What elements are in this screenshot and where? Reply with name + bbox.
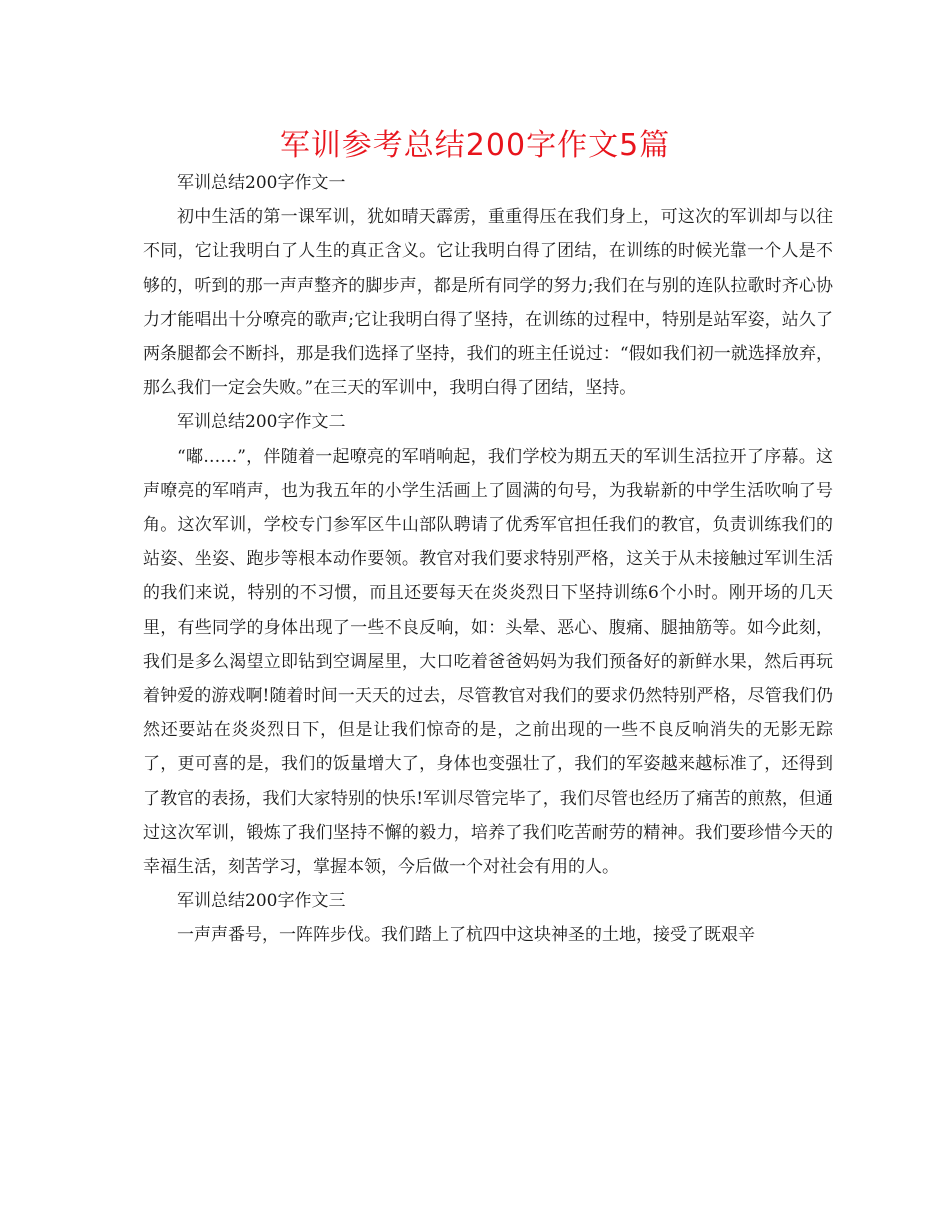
paragraph-1: 初中生活的第一课军训，犹如晴天霹雳，重重得压在我们身上，可这次的军训却与以往不同，它让我明白了人生的真正含义。它让我明白得了团结，在训练的时候光靠一个人是不够的，听到的那一声声整齐的脚步声，都是所有同学的努力;我们在与别的连队拉歌时齐心协力才能唱出十分嘹亮的歌声;它让我明白得了坚持，在训练的过程中，特别是站军姿，站久了两条腿都会不断抖，那是我们选择了坚持，我们的班主任说过：“假如我们初一就选择放弃，那么我们一定会失败。”在三天的军训中，我明白得了团结，坚持。: [143, 207, 833, 399]
section-heading-2: 军训总结200字作文二: [177, 412, 346, 433]
document-title: 军训参考总结200字作文5篇: [279, 128, 671, 163]
paragraph-3: 一声声番号，一阵阵步伐。我们踏上了杭四中这块神圣的土地，接受了既艰辛: [177, 925, 755, 946]
paragraph-2: “嘟……”，伴随着一起嘹亮的军哨响起，我们学校为期五天的军训生活拉开了序幕。这声嘹亮的军哨声，也为我五年的小学生活画上了圆满的句号，为我崭新的中学生活吹响了号角。这次军训，学校专门参军区牛山部队聘请了优秀军官担任我们的教官，负责训练我们的站姿、坐姿、跑步等根本动作要领。教官对我们要求特别严格，这关于从未接触过军训生活的我们来说，特别的不习惯，而且还要每天在炎炎烈日下坚持训练6个小时。刚开场的几天里，有些同学的身体出现了一些不良反响，如：头晕、恶心、腹痛、腿抽筋等。如今此刻，我们是多么渴望立即钻到空调屋里，大口吃着爸爸妈妈为我们预备好的新鲜水果，然后再玩着钟爱的游戏啊!随着时间一天天的过去，尽管教官对我们的要求仍然特别严格，尽管我们仍然还要站在炎炎烈日下，但是让我们惊奇的是，之前出现的一些不良反响消失的无影无踪了，更可喜的是，我们的饭量增大了，身体也变强壮了，我们的军姿越来越标准了，还得到了教官的表扬，我们大家特别的快乐!军训尽管完毕了，我们尽管也经历了痛苦的煎熬，但通过这次军训，锻炼了我们坚持不懈的毅力，培养了我们吃苦耐劳的精神。我们要珍惜今天的幸福生活，刻苦学习，掌握本领，今后做一个对社会有用的人。: [143, 446, 833, 878]
section-heading-1: 军训总结200字作文一: [177, 173, 346, 193]
section-heading-3: 军训总结200字作文三: [177, 891, 346, 912]
document-body: [143, 166, 833, 953]
